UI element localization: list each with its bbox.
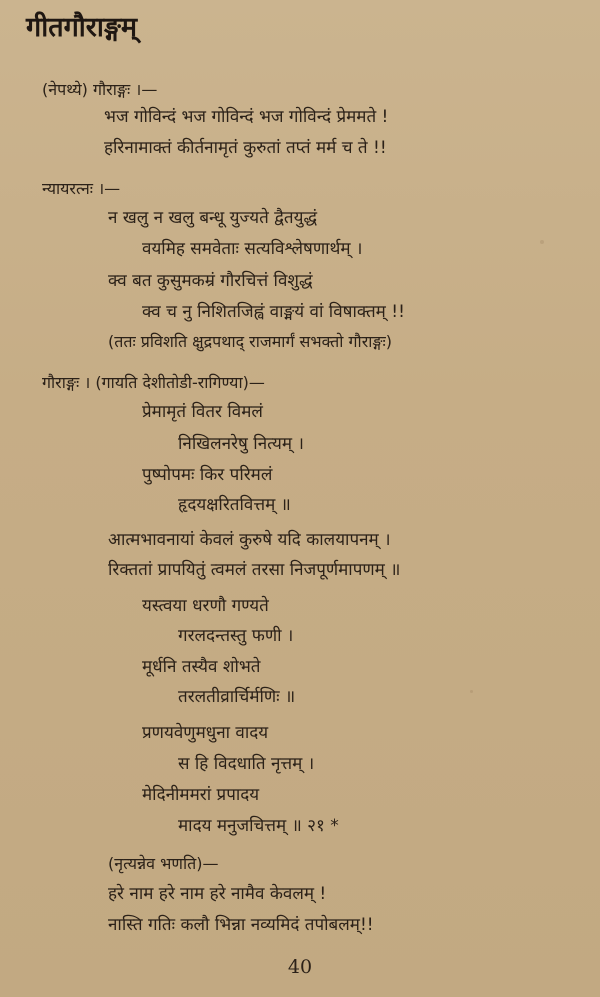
page-title: गीतगौराङ्गम् [26, 12, 138, 43]
song-line: मेदिनीममरां प्रपादय [142, 785, 260, 805]
speaker-label: न्यायरत्नः ।— [42, 179, 121, 198]
song-line: निखिलनरेषु नित्यम् । [178, 434, 304, 454]
paper-speck [470, 690, 473, 693]
verse-line: भज गोविन्दं भज गोविन्दं भज गोविन्दं प्रेममते ! [104, 107, 389, 127]
verse-line: हरिनामाक्तं कीर्तनामृतं कुरुतां तप्तं मर्म च ते !! [104, 138, 387, 158]
song-line: गरलदन्तस्तु फणी । [178, 626, 294, 646]
song-line: प्रणयवेणुमधुना वादय [142, 723, 269, 743]
paper-speck [330, 540, 333, 543]
song-line: मूर्धनि तस्यैव शोभते [142, 657, 261, 677]
verse-line: हरे नाम हरे नाम हरे नामैव केवलम् ! [108, 884, 327, 904]
paper-speck [540, 240, 544, 244]
verse-line: वयमिह समवेताः सत्यविश्लेषणार्थम् । [142, 239, 363, 259]
song-line: मादय मनुजचित्तम् ॥ २१ * [178, 816, 339, 836]
verse-line: क्व बत कुसुमकम्रं गौरचित्तं विशुद्धं [108, 271, 313, 291]
song-line: यस्त्वया धरणौ गण्यते [142, 596, 269, 616]
song-line: स हि विदधाति नृत्तम् । [178, 754, 315, 774]
song-line: प्रेमामृतं वितर विमलं [142, 402, 263, 422]
verse-line: नास्ति गतिः कलौ भिन्ना नव्यमिदं तपोबलम्!! [108, 915, 374, 935]
song-line: तरलतीव्रार्चिर्मणिः ॥ [178, 687, 296, 707]
stage-direction: (नृत्यन्नेव भणति)— [108, 854, 219, 873]
verse-line: न खलु न खलु बन्धू युज्यते द्वैतयुद्धं [108, 208, 318, 228]
song-line: पुष्पोपमः किर परिमलं [142, 465, 273, 485]
song-line: आत्मभावनायां केवलं कुरुषे यदि कालयापनम् । [108, 530, 391, 550]
verse-line: क्व च नु निशितजिह्वं वाङ्मयं वां विषाक्तम् !! [142, 302, 405, 322]
stage-direction: (ततः प्रविशति क्षुद्रपथाद् राजमार्गं सभक्तो गौराङ्गः) [108, 332, 392, 351]
song-line: हृदयक्षरितवित्तम् ॥ [178, 495, 291, 515]
speaker-label: गौराङ्गः । (गायति देशीतोडी-रागिण्या)— [42, 373, 265, 392]
stage-direction: (नेपथ्ये) गौराङ्गः ।— [42, 80, 158, 99]
page-number: 40 [287, 956, 313, 978]
song-line: रिक्ततां प्रापयितुं त्वमलं तरसा निजपूर्णमापणम् ॥ [108, 560, 401, 580]
